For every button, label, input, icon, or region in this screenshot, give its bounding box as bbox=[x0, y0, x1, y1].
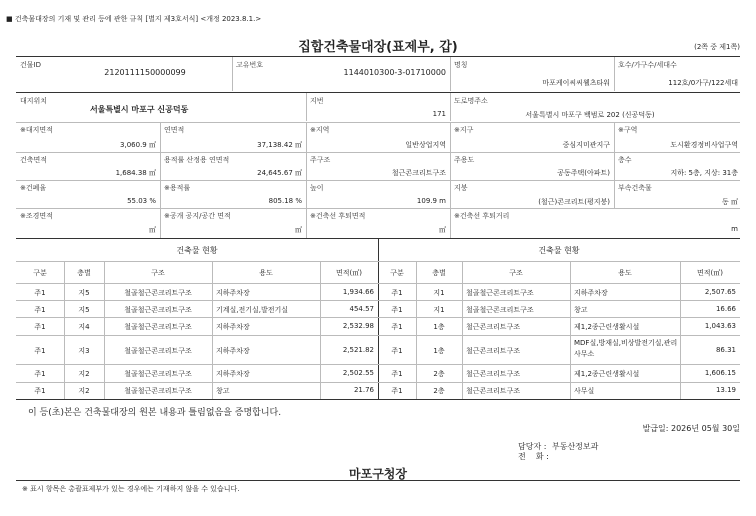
cell-structure: 철골철근콘크리트구조 bbox=[124, 370, 192, 378]
right-col-structure: 구조 bbox=[509, 269, 523, 277]
cell-area: 1,043.63 bbox=[704, 322, 736, 330]
district-value: 중심지미관지구 bbox=[562, 141, 610, 149]
main-structure-label: 주구조 bbox=[310, 156, 331, 164]
cell-division: 주1 bbox=[391, 306, 403, 314]
unique-no-value: 1144010300-3-01710000 bbox=[343, 68, 446, 77]
left-col-area: 면적(㎡) bbox=[336, 269, 362, 277]
cell-use: 창고 bbox=[216, 387, 230, 395]
cell-area: 2,502.55 bbox=[342, 369, 374, 377]
cell-area: 13.19 bbox=[715, 386, 736, 394]
cell-structure: 철근콘크리트구조 bbox=[466, 347, 521, 355]
cell-use: MDF실,방재실,비상발전기실,관리사무소 bbox=[574, 339, 678, 358]
cell-division: 주1 bbox=[34, 347, 46, 355]
cell-structure: 철근콘크리트구조 bbox=[466, 370, 521, 378]
site-value: 서울특별시 마포구 신공덕동 bbox=[90, 105, 189, 114]
left-status-title: 건축물 현황 bbox=[176, 246, 218, 255]
main-structure-value: 철근콘크리트구조 bbox=[391, 169, 446, 177]
cell-use: 지하주차장 bbox=[216, 323, 250, 331]
floor-area-ratio-value: 805.18 % bbox=[268, 197, 302, 205]
open-space-area-value: ㎡ bbox=[295, 226, 302, 234]
main-use-value: 공동주택(아파트) bbox=[557, 169, 610, 177]
rule-text: 건축물대장의 기재 및 관리 등에 관한 규칙 [별지 제3호서식] <개정 2023.8.1.> bbox=[14, 15, 262, 23]
cell-floor: 1층 bbox=[433, 347, 445, 355]
main-use-label: 주용도 bbox=[454, 156, 475, 164]
setback-area-value: ㎡ bbox=[439, 226, 446, 234]
far-floor-area-value: 24,645.67 ㎡ bbox=[257, 169, 302, 177]
cell-area: 1,606.15 bbox=[704, 369, 736, 377]
right-col-floor: 층별 bbox=[432, 269, 446, 277]
floors-value: 지하: 5층, 지상: 31층 bbox=[670, 169, 738, 177]
issue-date: 발급일: 2026년 05월 30일 bbox=[642, 424, 740, 433]
setback-area-label: ※건축선 후퇴면적 bbox=[310, 212, 366, 220]
footnote: ※ 표시 항목은 총괄표제부가 있는 경우에는 기재하지 않을 수 있습니다. bbox=[22, 485, 240, 493]
zone-label: ※지역 bbox=[310, 126, 330, 134]
cell-structure: 철골철근콘크리트구조 bbox=[466, 289, 534, 297]
height-value: 109.9 m bbox=[416, 197, 446, 205]
left-col-use: 용도 bbox=[259, 269, 273, 277]
total-floor-area-value: 37,138.42 ㎡ bbox=[257, 141, 302, 149]
cell-division: 주1 bbox=[34, 387, 46, 395]
far-floor-area-label: 용적률 산정용 연면적 bbox=[164, 156, 230, 164]
charge-department: 부동산정보과 bbox=[552, 442, 599, 451]
charge-label: 담당자 : bbox=[518, 442, 547, 451]
document-title: 집합건축물대장(표제부, 갑) bbox=[298, 40, 458, 55]
road-address-value: 서울특별시 마포구 백범로 202 (신공덕동) bbox=[525, 111, 655, 119]
cell-floor: 지3 bbox=[78, 347, 90, 355]
area-value: 도시환경정비사업구역 bbox=[670, 141, 738, 149]
rule-caption bbox=[6, 14, 261, 24]
right-status-title: 건축물 현황 bbox=[538, 246, 580, 255]
coverage-ratio-label: ※건폐율 bbox=[20, 184, 47, 192]
cell-structure: 철골철근콘크리트구조 bbox=[466, 306, 534, 314]
building-id-value: 2120111150000099 bbox=[104, 68, 186, 77]
name-label: 명칭 bbox=[454, 61, 468, 69]
cell-structure: 철근콘크리트구조 bbox=[466, 387, 521, 395]
cell-use: 지하주차장 bbox=[574, 289, 608, 297]
coverage-ratio-value: 55.03 % bbox=[127, 197, 156, 205]
building-area-value: 1,684.38 ㎡ bbox=[115, 169, 156, 177]
cell-use: 지하주차장 bbox=[216, 347, 250, 355]
cell-use: 지하주차장 bbox=[216, 370, 250, 378]
cell-division: 주1 bbox=[391, 289, 403, 297]
annex-building-label: 부속건축물 bbox=[618, 184, 652, 192]
cell-use: 사무실 bbox=[574, 387, 595, 395]
units-label: 호수/가구수/세대수 bbox=[618, 61, 677, 69]
bullet-mark: ■ bbox=[6, 15, 13, 23]
cell-floor: 2층 bbox=[433, 370, 445, 378]
road-address-label: 도로명주소 bbox=[454, 97, 488, 105]
open-space-area-label: ※공개 공지/공간 면적 bbox=[164, 212, 231, 220]
cell-division: 주1 bbox=[34, 323, 46, 331]
landscape-area-value: ㎡ bbox=[149, 226, 156, 234]
cell-division: 주1 bbox=[34, 289, 46, 297]
cell-division: 주1 bbox=[34, 370, 46, 378]
units-value: 112호/0가구/122세대 bbox=[668, 79, 738, 87]
site-area-value: 3,060.9 ㎡ bbox=[120, 141, 156, 149]
landscape-area-label: ※조경면적 bbox=[20, 212, 53, 220]
area-label: ※구역 bbox=[618, 126, 638, 134]
left-col-floor: 층별 bbox=[77, 269, 91, 277]
cell-area: 1,934.66 bbox=[342, 288, 374, 296]
cell-floor: 2층 bbox=[433, 387, 445, 395]
height-label: 높이 bbox=[310, 184, 324, 192]
right-col-area: 면적(㎡) bbox=[697, 269, 723, 277]
lot-value: 171 bbox=[432, 110, 446, 118]
cell-floor: 지5 bbox=[78, 289, 90, 297]
cell-use: 창고 bbox=[574, 306, 588, 314]
cell-structure: 철골철근콘크리트구조 bbox=[124, 387, 192, 395]
certification-text: 이 등(초)본은 건축물대장의 원본 내용과 틀림없음을 증명합니다. bbox=[28, 408, 282, 418]
cell-floor: 지2 bbox=[78, 370, 90, 378]
district-label: ※지구 bbox=[454, 126, 474, 134]
floor-area-ratio-label: ※용적률 bbox=[164, 184, 191, 192]
cell-area: 86.31 bbox=[715, 346, 736, 354]
cell-structure: 철근콘크리트구조 bbox=[466, 323, 521, 331]
cell-floor: 지4 bbox=[78, 323, 90, 331]
cell-floor: 지1 bbox=[433, 289, 445, 297]
site-label: 대지위치 bbox=[20, 97, 48, 105]
issuing-office: 마포구청장 bbox=[349, 467, 407, 481]
cell-floor: 지5 bbox=[78, 306, 90, 314]
right-col-use: 용도 bbox=[618, 269, 632, 277]
cell-structure: 철골철근콘크리트구조 bbox=[124, 289, 192, 297]
left-col-division: 구분 bbox=[33, 269, 47, 277]
cell-floor: 지1 bbox=[433, 306, 445, 314]
building-name-value: 마포케이씨씨웰츠타워 bbox=[542, 79, 610, 87]
cell-use: 제1,2종근린생활시설 bbox=[574, 370, 640, 378]
floors-label: 층수 bbox=[618, 156, 632, 164]
total-floor-area-label: 연면적 bbox=[164, 126, 185, 134]
cell-division: 주1 bbox=[391, 347, 403, 355]
cell-area: 21.76 bbox=[353, 386, 374, 394]
site-area-label: ※대지면적 bbox=[20, 126, 53, 134]
cell-use: 기계실,전기실,발전기실 bbox=[216, 306, 289, 314]
cell-floor: 1층 bbox=[433, 323, 445, 331]
cell-use: 제1,2종근린생활시설 bbox=[574, 323, 640, 331]
roof-label: 지붕 bbox=[454, 184, 468, 192]
unique-no-label: 고유번호 bbox=[236, 61, 264, 69]
cell-area: 16.66 bbox=[715, 305, 736, 313]
left-col-structure: 구조 bbox=[151, 269, 165, 277]
cell-division: 주1 bbox=[391, 387, 403, 395]
phone-label: 전 화 : bbox=[518, 452, 549, 461]
cell-division: 주1 bbox=[391, 370, 403, 378]
zone-value: 일반상업지역 bbox=[405, 141, 446, 149]
cell-area: 2,521.82 bbox=[342, 346, 374, 354]
cell-structure: 철골철근콘크리트구조 bbox=[124, 306, 192, 314]
cell-area: 2,507.65 bbox=[704, 288, 736, 296]
cell-area: 454.57 bbox=[349, 305, 374, 313]
cell-structure: 철골철근콘크리트구조 bbox=[124, 347, 192, 355]
annex-building-value: 동 ㎡ bbox=[722, 198, 738, 206]
cell-area: 2,532.98 bbox=[342, 322, 374, 330]
cell-floor: 지2 bbox=[78, 387, 90, 395]
setback-distance-label: ※건축선 후퇴거리 bbox=[454, 212, 510, 220]
roof-value: (철근)콘크리트(평지붕) bbox=[538, 198, 610, 206]
right-col-division: 구분 bbox=[390, 269, 404, 277]
lot-label: 지번 bbox=[310, 97, 324, 105]
cell-division: 주1 bbox=[34, 306, 46, 314]
building-area-label: 건축면적 bbox=[20, 156, 48, 164]
cell-use: 지하주차장 bbox=[216, 289, 250, 297]
page-info: (2쪽 중 제1쪽) bbox=[694, 43, 740, 51]
cell-structure: 철골철근콘크리트구조 bbox=[124, 323, 192, 331]
setback-distance-value: m bbox=[731, 225, 738, 233]
building-id-label: 건물ID bbox=[20, 61, 41, 69]
cell-division: 주1 bbox=[391, 323, 403, 331]
